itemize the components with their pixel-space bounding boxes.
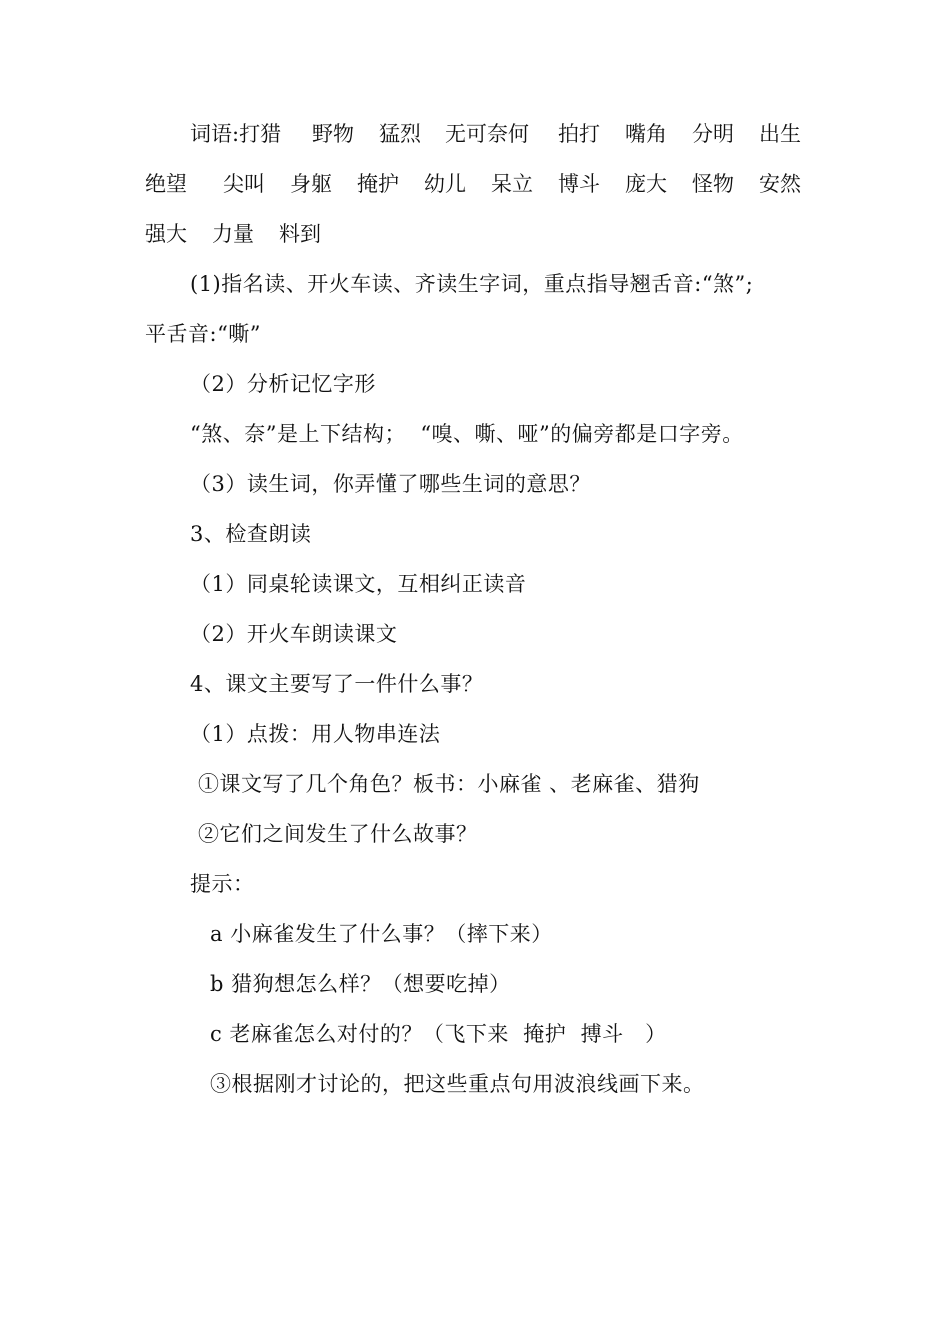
vocabulary-word: 博斗 — [558, 172, 600, 196]
vocabulary-word: 料到 — [279, 222, 321, 246]
vocabulary-word: 野物 — [312, 122, 354, 146]
vocabulary-row-1 — [145, 119, 815, 169]
vocabulary-word: 呆立 — [491, 172, 533, 196]
step-2-heading: （2）分析记忆字形 — [190, 372, 376, 396]
vocabulary-row-3 — [145, 219, 815, 269]
vocabulary-word: 猛烈 — [379, 122, 421, 146]
section-4-sub-2: ②它们之间发生了什么故事？ — [198, 822, 478, 846]
vocabulary-word: 庞大 — [625, 172, 667, 196]
section-3-heading: 3、检查朗读 — [190, 522, 312, 546]
vocabulary-word: 力量 — [212, 222, 254, 246]
vocabulary-word: 出生 — [759, 122, 801, 146]
vocabulary-word: 绝望 — [145, 172, 187, 196]
vocabulary-word: 身躯 — [290, 172, 332, 196]
vocabulary-word: 怪物 — [692, 172, 734, 196]
step-1-instruction-cont: 平舌音:“嘶” — [145, 322, 262, 346]
vocabulary-word: 安然 — [759, 172, 801, 196]
hint-b: b 猎狗想怎么样？（想要吃掉） — [210, 972, 511, 996]
hint-label: 提示： — [190, 872, 255, 896]
step-3-heading: （3）读生词，你弄懂了哪些生词的意思？ — [190, 472, 591, 496]
step-1-instruction: (1)指名读、开火车读、齐读生字词，重点指导翘舌音:“煞”; — [190, 272, 754, 296]
vocabulary-word: 尖叫 — [223, 172, 265, 196]
section-3-item-1: （1）同桌轮读课文，互相纠正读音 — [190, 572, 527, 596]
section-3-item-2: （2）开火车朗读课文 — [190, 622, 398, 646]
vocabulary-word: 分明 — [692, 122, 734, 146]
hint-a: a 小麻雀发生了什么事？（摔下来） — [210, 922, 553, 946]
vocabulary-word: 无可奈何 — [445, 122, 529, 146]
vocabulary-word: 强大 — [145, 222, 187, 246]
section-4-sub-1: ①课文写了几个角色？板书：小麻雀 、老麻雀、猎狗 — [198, 772, 700, 796]
vocabulary-word: 幼儿 — [424, 172, 466, 196]
vocabulary-word: 拍打 — [558, 122, 600, 146]
section-4-heading: 4、课文主要写了一件什么事？ — [190, 672, 484, 696]
vocabulary-word: 掩护 — [357, 172, 399, 196]
step-2-detail: “煞、奈”是上下结构； “嗅、嘶、哑”的偏旁都是口字旁。 — [190, 422, 744, 446]
section-4-sub-3: ③根据刚才讨论的，把这些重点句用波浪线画下来。 — [210, 1072, 705, 1096]
hint-c: c 老麻雀怎么对付的？（飞下来 掩护 搏斗 ） — [210, 1022, 667, 1046]
vocabulary-row-2 — [145, 169, 815, 219]
vocabulary-word: 词语:打猎 — [190, 122, 282, 146]
vocabulary-word: 嘴角 — [625, 122, 667, 146]
vocabulary-list — [145, 119, 815, 269]
section-4-item-1: （1）点拨：用人物串连法 — [190, 722, 441, 746]
